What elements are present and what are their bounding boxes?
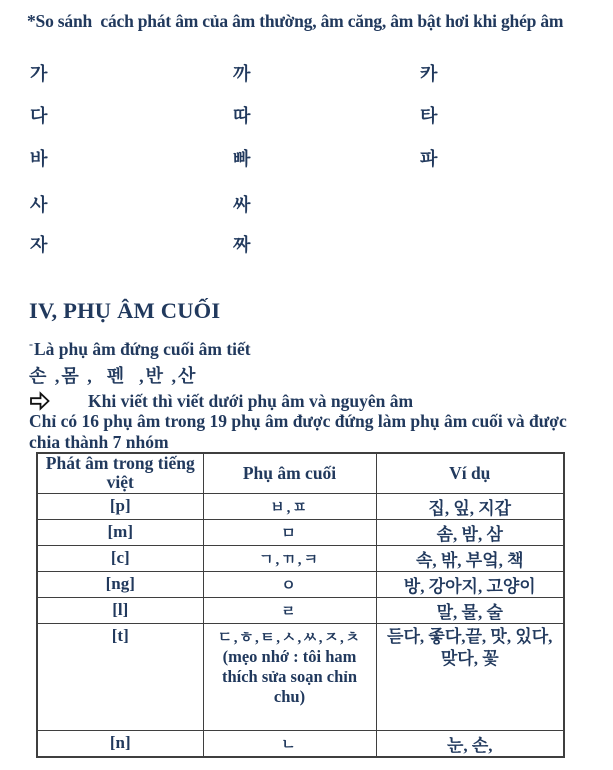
comparison-row (30, 191, 590, 217)
arrow-note-text: Khi viết thì viết dưới phụ âm và nguyên âm (88, 391, 414, 411)
comparison-row (30, 145, 590, 171)
table-row (37, 597, 564, 623)
cell-pronunciation: [c] (37, 545, 203, 571)
hangul-aspirated: 파 (420, 149, 438, 169)
table-row (37, 493, 564, 519)
cell-jamo: ㄴ (203, 730, 376, 757)
cell-jamo (203, 623, 376, 730)
table-row (37, 519, 564, 545)
col-header-example: Ví dụ (376, 453, 564, 493)
cell-jamo: ㄱ,ㄲ,ㅋ (203, 545, 376, 571)
col-header-final-consonant: Phụ âm cuối (203, 453, 376, 493)
cell-jamo: ㅇ (203, 571, 376, 597)
cell-examples: 집, 잎, 지갑 (376, 493, 564, 519)
comparison-row (30, 60, 590, 86)
cell-jamo: ㄹ (203, 597, 376, 623)
right-arrow-icon (29, 390, 88, 412)
table-row (37, 623, 564, 730)
cell-examples: 속, 밖, 부엌, 책 (376, 545, 564, 571)
cell-pronunciation: [p] (37, 493, 203, 519)
cell-pronunciation: [t] (37, 623, 203, 730)
arrow-note-line (29, 390, 413, 412)
cell-examples: 눈, 손, (376, 730, 564, 757)
cell-pronunciation: [n] (37, 730, 203, 757)
cell-jamo: ㅂ,ㅍ (203, 493, 376, 519)
cell-pronunciation: [m] (37, 519, 203, 545)
hangul-plain: 자 (30, 235, 48, 255)
cell-pronunciation: [l] (37, 597, 203, 623)
hangul-plain: 사 (30, 195, 48, 215)
hangul-tense: 싸 (233, 195, 251, 215)
body-paragraph: Chỉ có 16 phụ âm trong 19 phụ âm được đứng làm phụ âm cuối và được chia thành 7 nhóm (29, 411, 567, 452)
table-row (37, 730, 564, 757)
table-row (37, 571, 564, 597)
superscript-dash: - (29, 337, 33, 351)
cell-examples: 방, 강아지, 고양이 (376, 571, 564, 597)
hangul-aspirated: 타 (420, 106, 438, 126)
doc-title: *So sánh cách phát âm của âm thường, âm căng, âm bật hơi khi ghép âm (27, 11, 564, 31)
comparison-row (30, 231, 590, 257)
hangul-tense: 따 (233, 106, 251, 126)
cell-jamo: ㅁ (203, 519, 376, 545)
definition-line (29, 337, 251, 360)
col-header-pronunciation: Phát âm trong tiếng việt (37, 453, 203, 493)
hangul-aspirated: 카 (420, 64, 438, 84)
cell-pronunciation: [ng] (37, 571, 203, 597)
hangul-plain: 가 (30, 64, 48, 84)
jamo-list: ㄷ,ㅎ,ㅌ,ㅅ,ㅆ,ㅈ,ㅊ (217, 629, 362, 646)
hangul-plain: 다 (30, 106, 48, 126)
cell-examples: 듣다, 좋다,끝, 맛, 있다, 맞다, 꽃 (376, 623, 564, 730)
hangul-tense: 까 (233, 64, 251, 84)
section-heading: IV, PHỤ ÂM CUỐI (29, 298, 221, 323)
table-header-row (37, 453, 564, 493)
hangul-tense: 짜 (233, 235, 251, 255)
cell-examples: 말, 물, 술 (376, 597, 564, 623)
cell-examples: 솜, 밤, 삼 (376, 519, 564, 545)
mnemonic-note: (mẹo nhớ : tôi ham thích sửa soạn chỉn chu) (221, 646, 358, 706)
definition-text: Là phụ âm đứng cuối âm tiết (34, 338, 251, 359)
comparison-row (30, 102, 590, 128)
table-row (37, 545, 564, 571)
korean-examples-line: 손 ,몸 , 펜 ,반 ,산 (29, 366, 198, 386)
hangul-tense: 빠 (233, 149, 251, 169)
final-consonants-table (36, 452, 565, 758)
hangul-plain: 바 (30, 149, 48, 169)
